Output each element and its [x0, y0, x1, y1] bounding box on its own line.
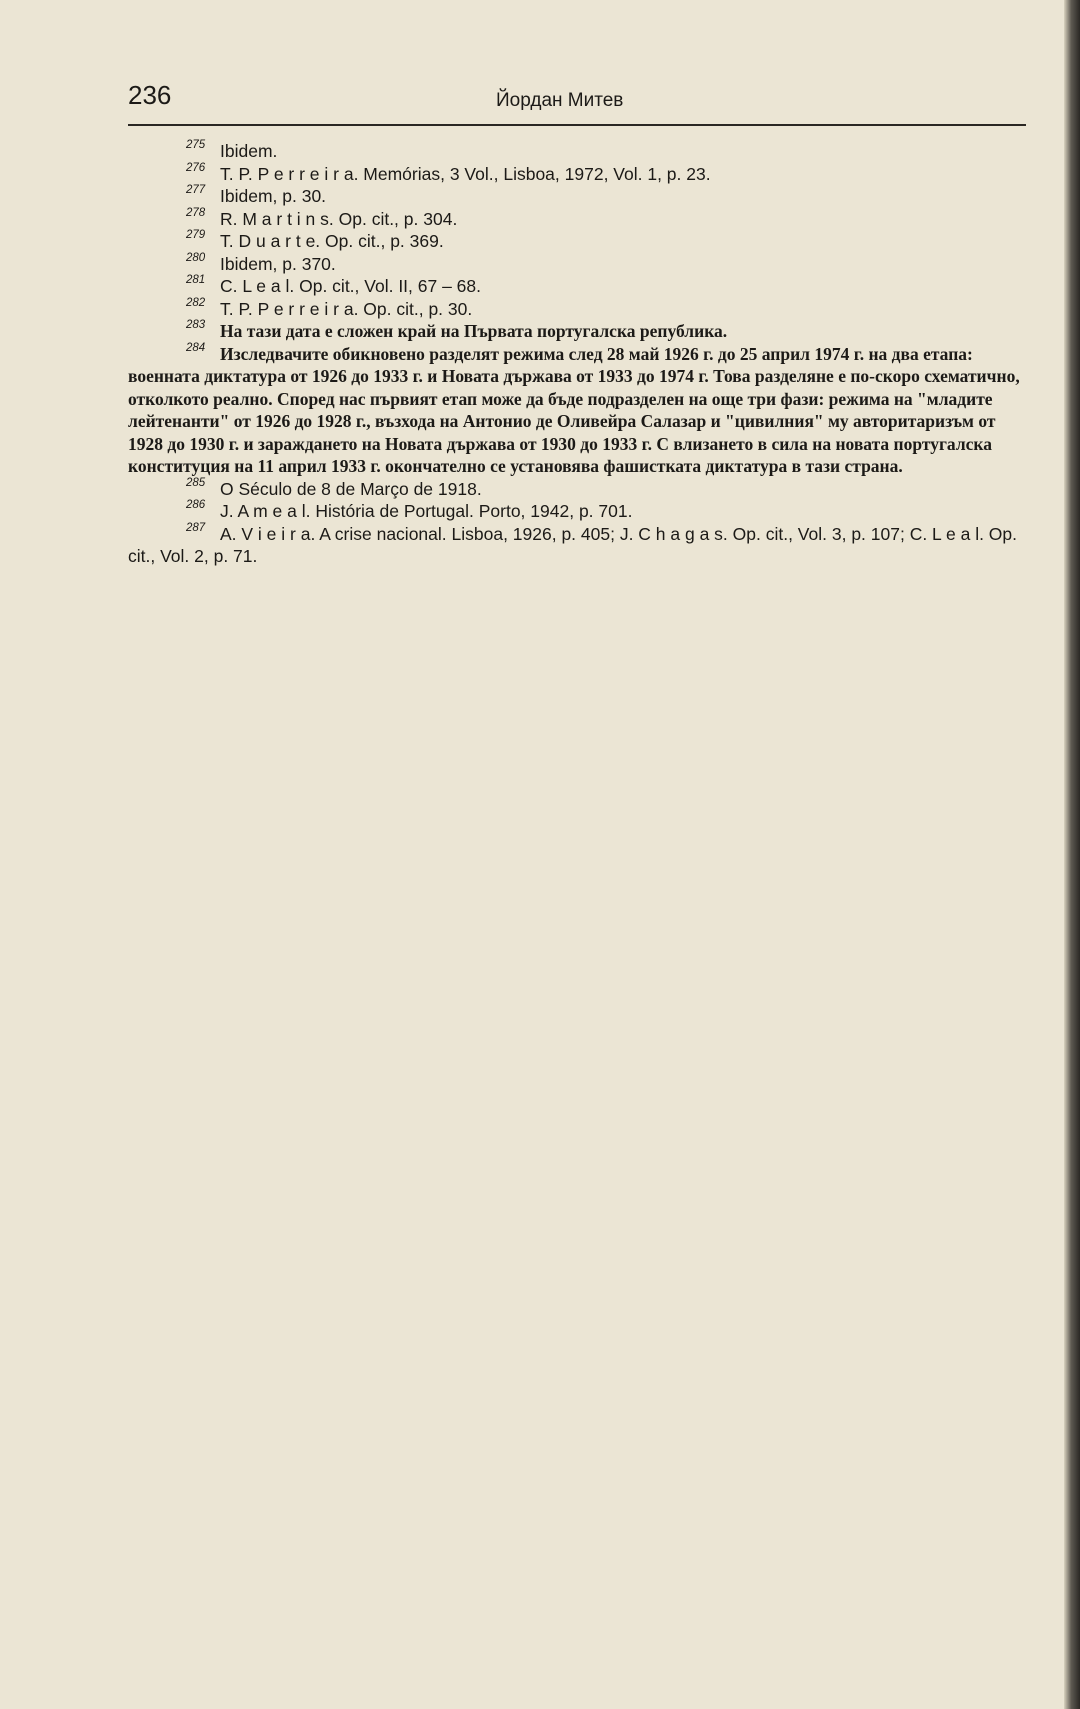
footnote-number: 285: [186, 476, 206, 489]
footnote-number: 280: [186, 251, 206, 264]
footnote-number: 283: [186, 319, 206, 331]
footnote-text: Изследвачите обикновено разделят режима след 28 май 1926 г. до 25 април 1974 г. на два етапа: военната диктатура от 1926 до 1933 г. и Новата държава от 1933 до 1974 г. Това разделяне е по-скоро схематично, отколкото реално. Според нас първият етап може да бъде подразделен на още три фази: режима на "младите лейтенанти" от 1926 до 1928 г., възхода на Антонио де Оливейра Салазар и "цивилния" му авторитаризъм от 1928 до 1930 г. и зараждането на Новата държава от 1930 до 1933 г. С влизането в сила на новата португалска конституция на 11 април 1933 г. окончателно се установява фашистката диктатура в тази страна.: [128, 343, 1020, 476]
footnote-text: T. P. P e r r e i r a. Op. cit., p. 30.: [220, 298, 473, 319]
footnote-283: [128, 320, 1024, 343]
footnote-text: Ibidem, p. 370.: [220, 253, 336, 274]
footnotes: [128, 140, 1024, 568]
footnote-number: 278: [186, 206, 206, 219]
footnote-number: 282: [186, 296, 206, 309]
footnote-number: 284: [186, 341, 206, 354]
footnote-number: 286: [186, 499, 206, 511]
footnote-text: O Século de 8 de Março de 1918.: [220, 478, 482, 499]
footnote-280: [128, 253, 1024, 276]
footnote-285: [128, 478, 1024, 501]
footnote-text: T. P. P e r r e i r a. Memórias, 3 Vol., Lisboa, 1972, Vol. 1, p. 23.: [220, 163, 711, 184]
book-binding-edge: [1064, 0, 1080, 1709]
footnote-number: 287: [186, 521, 206, 534]
running-head: Йордан Митев: [496, 90, 624, 111]
footnote-287: [128, 523, 1024, 568]
footnote-277: [128, 185, 1024, 208]
footnote-number: 276: [186, 161, 206, 174]
footnote-number: 281: [186, 274, 206, 286]
footnote-text: Ibidem, p. 30.: [220, 186, 327, 206]
footnote-279: [128, 230, 1024, 253]
footnote-text: C. L e a l. Op. cit., Vol. II, 67 – 68.: [220, 276, 482, 296]
footnote-number: 277: [186, 184, 206, 196]
footnote-282: [128, 298, 1024, 321]
page-number: 236: [128, 80, 172, 110]
footnote-276: [128, 163, 1024, 186]
footnote-286: [128, 500, 1024, 523]
footnote-number: 279: [186, 229, 206, 241]
footnote-text: J. A m e a l. História de Portugal. Porto, 1942, p. 701.: [220, 501, 633, 521]
footnote-278: [128, 208, 1024, 231]
footnote-text: T. D u a r t e. Op. cit., p. 369.: [220, 231, 444, 251]
footnote-number: 275: [186, 139, 206, 151]
footnote-text: A. V i e i r a. A crise nacional. Lisboa, 1926, p. 405; J. C h a g a s. Op. cit., Vol. 3, p. 107; C. L e a l. Op. cit., Vol. 2, p. 71.: [128, 523, 1018, 566]
footnote-text: Ibidem.: [220, 141, 278, 161]
header-rule: [128, 124, 1026, 126]
footnote-284: [128, 343, 1024, 478]
footnote-text: На тази дата е сложен край на Първата португалска република.: [220, 321, 728, 341]
page-header: [128, 76, 1028, 122]
footnote-text: R. M a r t i n s. Op. cit., p. 304.: [220, 208, 458, 229]
footnote-281: [128, 275, 1024, 298]
footnote-275: [128, 140, 1024, 163]
